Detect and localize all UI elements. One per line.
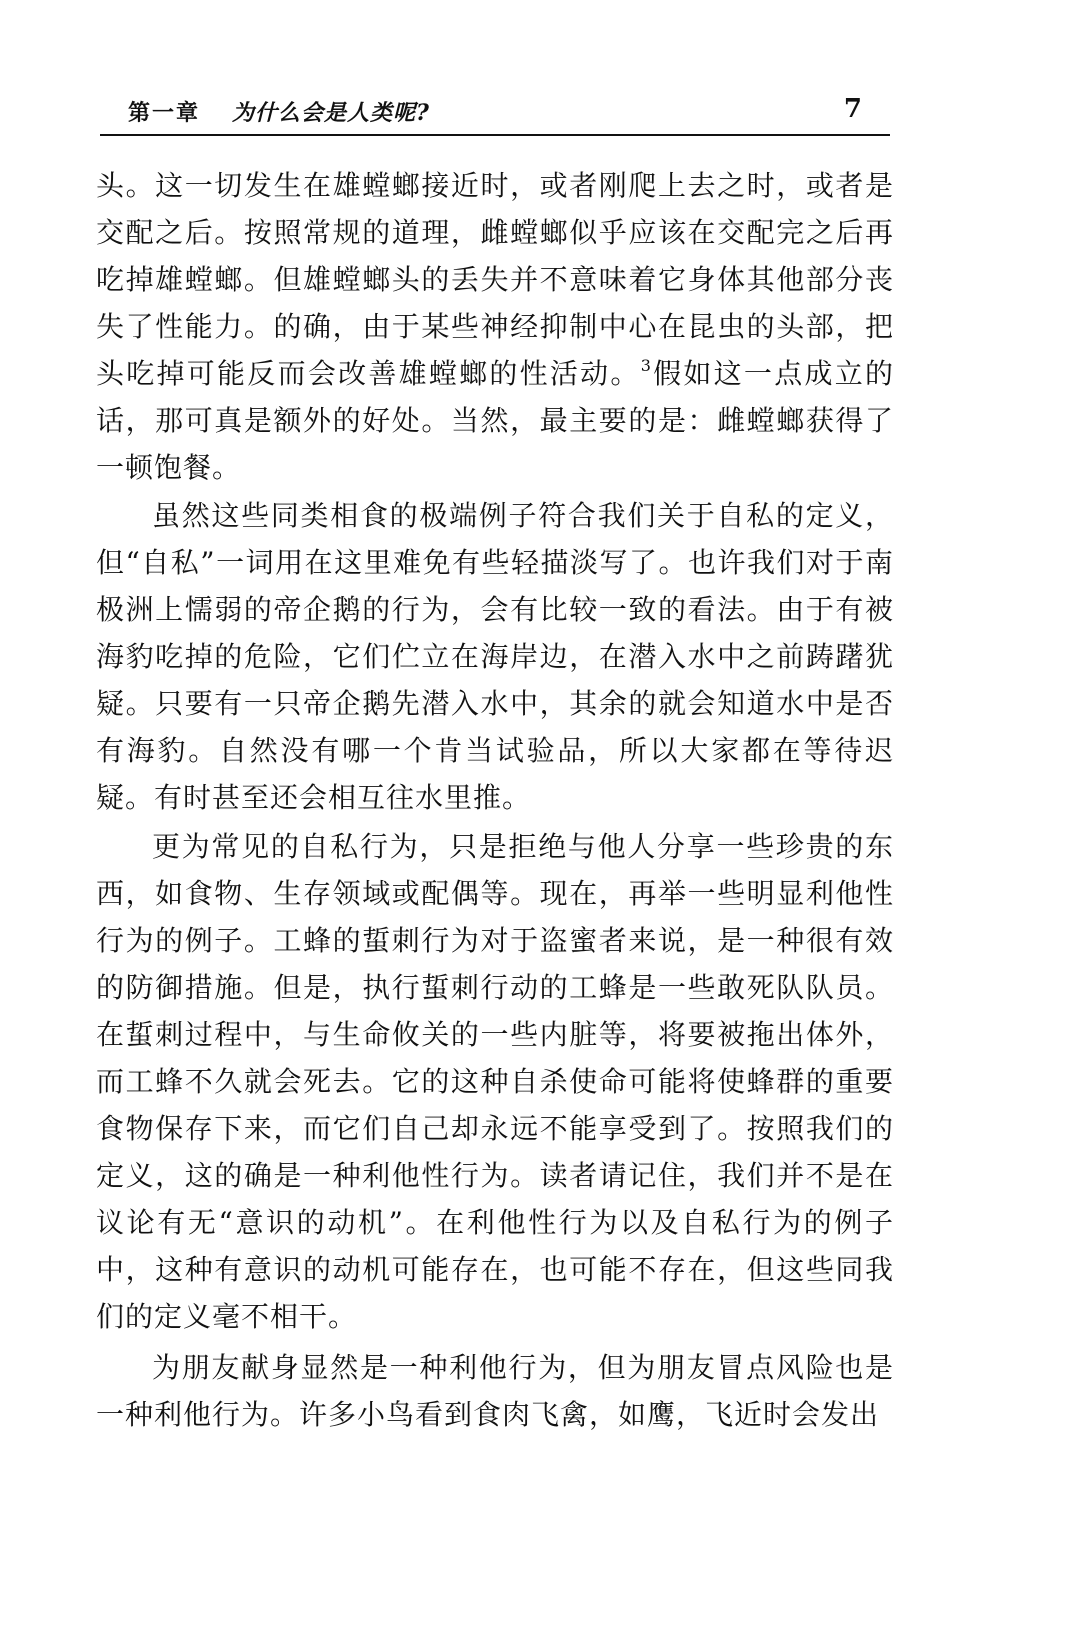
paragraph-1-text-b: 假如这一点成立的话，那可真是额外的好处。当然，最主要的是：雌螳螂获得了一顿饱餐。 xyxy=(96,357,894,484)
page-number: 7 xyxy=(843,94,862,124)
paragraph-1-text-a: 头。这一切发生在雄螳螂接近时，或者刚爬上去之时，或者是交配之后。按照常规的道理，雌螳螂似乎应该在交配完之后再吃掉雄螳螂。但雄螳螂头的丢失并不意味着它身体其他部分丧失了性能力。的确，由于某些神经抑制中心在昆虫的头部，把头吃掉可能反而会改善雄螳螂的性活动。 xyxy=(96,169,894,390)
footnote-marker: 3 xyxy=(640,356,652,375)
paragraph-2: 虽然这些同类相食的极端例子符合我们关于自私的定义，但“自私”一词用在这里难免有些轻描淡写了。也许我们对于南极洲上懦弱的帝企鹅的行为，会有比较一致的看法。由于有被海豹吃掉的危险，它们伫立在海岸边，在潜入水中之前踌躇犹疑。只要有一只帝企鹅先潜入水中，其余的就会知道水中是否有海豹。自然没有哪一个肯当试验品，所以大家都在等待迟疑。有时甚至还会相互往水里推。 xyxy=(96,499,894,814)
body-text xyxy=(96,162,894,1438)
paragraph-1 xyxy=(96,162,894,491)
paragraph-3: 更为常见的自私行为，只是拒绝与他人分享一些珍贵的东西，如食物、生存领域或配偶等。现在，再举一些明显利他性行为的例子。工蜂的蜇刺行为对于盗蜜者来说，是一种很有效的防御措施。但是，执行蜇刺行动的工蜂是一些敢死队队员。在蜇刺过程中，与生命攸关的一些内脏等，将要被拖出体外，而工蜂不久就会死去。它的这种自杀使命可能将使蜂群的重要食物保存下来，而它们自己却永远不能享受到了。按照我们的定义，这的确是一种利他性行为。读者请记住，我们并不是在议论有无“意识的动机”。在利他性行为以及自私行为的例子中，这种有意识的动机可能存在，也可能不存在，但这些同我们的定义毫不相干。 xyxy=(96,830,894,1333)
chapter-label: 第一章 xyxy=(128,100,201,126)
chapter-title: 为什么会是人类呢? xyxy=(232,100,430,126)
paragraph-4: 为朋友献身显然是一种利他行为，但为朋友冒点风险也是一种利他行为。许多小鸟看到食肉飞禽，如鹰，飞近时会发出 xyxy=(96,1351,894,1431)
running-header xyxy=(100,92,890,136)
